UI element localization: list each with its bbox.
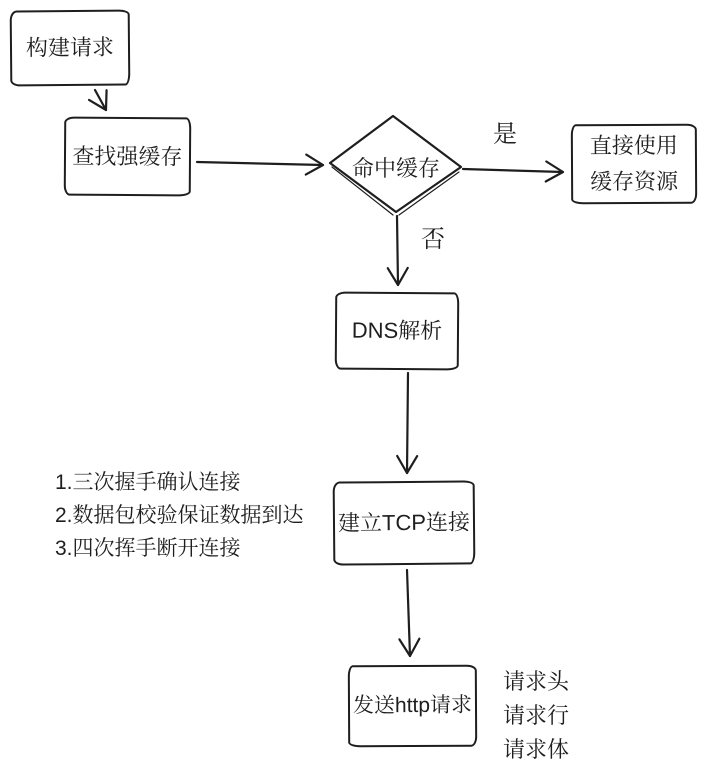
request-part-line: 请求行 [503, 703, 570, 728]
tcp-note-3: 3.四次挥手断开连接 [55, 537, 241, 560]
node-cache-hit-label: 命中缓存 [351, 156, 440, 181]
node-use-cache-lines [590, 131, 678, 197]
arrow-decision-to-dns [397, 216, 398, 285]
node-tcp-connect [333, 480, 476, 565]
node-build-request [10, 9, 131, 86]
tcp-note-1: 1.三次握手确认连接 [55, 471, 241, 494]
node-use-cache-label-line1: 直接使用 [589, 133, 678, 159]
node-dns-resolve-label: DNS解析 [351, 317, 443, 344]
arrow-build-to-find [95, 90, 106, 110]
arrow-decision-to-use-cache [463, 169, 563, 172]
request-parts-list [503, 665, 569, 767]
node-use-cache-label-line2: 缓存资源 [590, 168, 679, 195]
request-part-header: 请求头 [503, 669, 570, 694]
edge-label-yes: 是 [493, 121, 517, 148]
arrow-tcp-to-send [407, 570, 410, 656]
node-dns-resolve [335, 292, 460, 371]
arrow-find-to-decision [197, 162, 323, 165]
node-find-strong-cache [64, 117, 192, 197]
node-find-strong-cache-label: 查找强缓存 [72, 143, 183, 170]
edge-label-no: 否 [421, 226, 445, 253]
tcp-notes [55, 466, 304, 565]
arrow-dns-to-tcp [407, 373, 408, 473]
node-send-http [348, 665, 477, 748]
node-send-http-label: 发送http请求 [352, 693, 473, 718]
node-use-cache [571, 124, 697, 205]
node-tcp-connect-label: 建立TCP连接 [337, 509, 471, 536]
request-part-body: 请求体 [503, 737, 570, 762]
tcp-note-2: 2.数据包校验保证数据到达 [55, 504, 304, 527]
node-build-request-label: 构建请求 [25, 34, 115, 61]
